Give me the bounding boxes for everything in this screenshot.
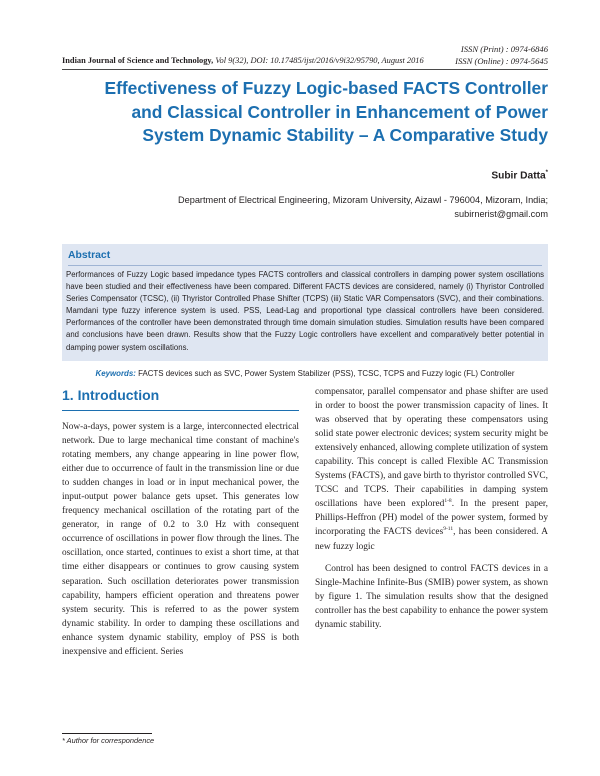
body-text: compensator, parallel compensator and phase shifter are used in order to boost the power transmission capacity of lines. It was observed that by operating these compensators using solid state power electronic devices; system security might be extensively enhanced, allowing complete utilization of system capability. This concept is called Flexible AC Transmission Systems (FACTS), and gave birth to thyristor controlled SVC, TCSC and TCPS. Their capabilities in damping system oscillations have been explored: [315, 387, 548, 510]
keywords-label: Keywords:: [95, 369, 136, 378]
author-name-text: Subir Datta: [491, 170, 546, 182]
abstract-divider: [68, 265, 542, 266]
author-mark: *: [545, 170, 548, 176]
keywords: [62, 369, 548, 378]
journal-citation: [62, 56, 424, 65]
keywords-text: FACTS devices such as SVC, Power System Stabilizer (PSS), TCSC, TCPS and Fuzzy logic (FL) Controller: [135, 369, 515, 378]
journal-details: Vol 9(32), DOI: 10.17485/ijst/2016/v9i32/95790, August 2016: [213, 56, 424, 65]
footnote: * Author for correspondence: [62, 736, 155, 745]
author-name: [491, 170, 548, 181]
affiliation: [178, 193, 548, 221]
section-heading: 1. Introduction: [62, 387, 160, 403]
body-paragraph: Control has been designed to control FACTS devices in a Single-Machine Infinite-Bus (SMIB) power system, as shown by figure 1. The simulation results show that the designed controller has the best capability to enhance the power system dynamic stability.: [315, 563, 548, 630]
abstract-heading: Abstract: [68, 250, 111, 261]
title-line: and Classical Controller in Enhancement of Power: [131, 101, 548, 122]
author-email: subirnerist@gmail.com: [454, 209, 548, 219]
paper-title: [62, 77, 548, 148]
body-paragraph: [315, 385, 548, 554]
affiliation-department: Department of Electrical Engineering, Mizoram University, Aizawl - 796004, Mizoram, India;: [177, 195, 548, 205]
title-line: Effectiveness of Fuzzy Logic-based FACTS Controller: [104, 78, 548, 98]
body-text: , has been considered. A new fuzzy logic: [315, 527, 548, 552]
journal-name: Indian Journal of Science and Technology,: [62, 56, 214, 65]
body-column-right: [315, 385, 548, 632]
abstract-text: Performances of Fuzzy Logic based impedance types FACTS controllers and classical controllers in damping power system oscillations have been studied and their effectiveness have been compared. Different FACTS devices are considered, namely (i) Thyristor Controlled Series Compensator (TCSC), (ii) Thyristor Controlled Phase Shifter (TCPS) (iii) Static VAR Compensators (SVC), and their combinations. Mamdani type fuzzy inference system is used. PSS, Lead-Lag and proportional type classical controllers have been considered. Performances of the controller have been demonstrated through time domain simulation studies. Simulation results have been compared and conclusions have been drawn. Results show that the Fuzzy Logic controllers have excellent and comparatively better potential in damping power system oscillations.: [66, 270, 544, 352]
footnote-rule: [62, 733, 152, 734]
section-rule: [62, 410, 299, 411]
title-line: System Dynamic Stability – A Comparative Study: [142, 125, 548, 145]
body-text: . In the present paper, Phillips-Heffron (PH) model of the power system, formed by incorporating the FACTS devices: [315, 499, 548, 538]
body-paragraph: Now-a-days, power system is a large, interconnected electrical network. Due to large mechanical time constant of machine's rotating members, any change appearing in line power flow, either due to occurrence of fault in the transmission line or due to sudden changes in load or in input mechanical power, the input-output power balance gets upset. This generates low frequency mechanical oscillation of the rotating part of the generator, in range of 0.2 to 3.0 Hz with consequent occurrence of oscillations in power flow through the lines. The oscillation, once started, continues to exist a short time, at that time either disappears or continues to grow causing system separation. Such oscillation deteriorates power transmission capability, hampers efficient operation and threatens power system security. This is referred to as the power system dynamic stability. In order to damping these oscillations and enhance system dynamic stability, employ of PSS is both inexpensive and efficient. Series: [62, 422, 299, 657]
citation-ref: 9-11: [443, 526, 454, 533]
issn-online: ISSN (Online) : 0974-5645: [455, 56, 548, 66]
issn-print: ISSN (Print) : 0974-6846: [460, 44, 548, 54]
body-column-left: [62, 420, 299, 659]
citation-ref: 1-8: [444, 498, 452, 505]
header-rule: [62, 69, 548, 70]
